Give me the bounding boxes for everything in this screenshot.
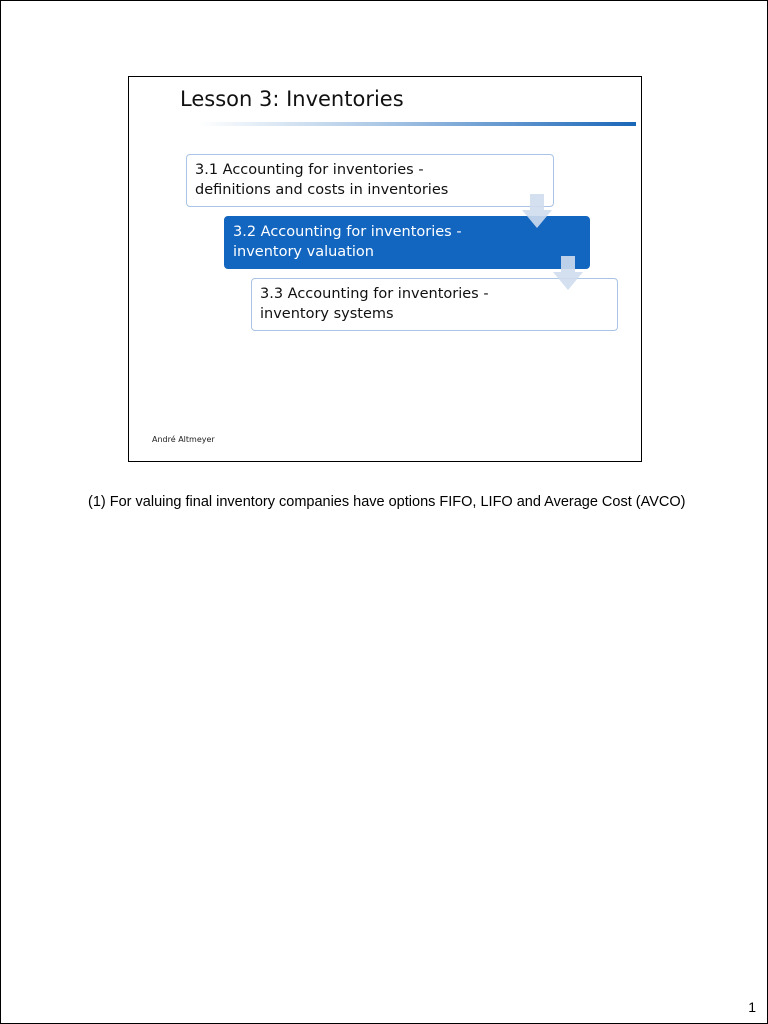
slide-notes: (1) For valuing final inventory companies have options FIFO, LIFO and Average Cost (AVCO) [88,494,686,510]
topic-box-3-1 [186,154,554,207]
slide-author: André Altmeyer [152,435,215,444]
slide-thumbnail [128,76,642,462]
topic-box-3-2-line2: inventory valuation [233,244,374,260]
topic-box-3-1-line2: definitions and costs in inventories [195,182,449,198]
topic-box-3-3-line1: 3.3 Accounting for inventories - [260,286,489,302]
page-number: 1 [748,999,756,1015]
slide-title: Lesson 3: Inventories [180,87,404,111]
topic-box-3-3-line2: inventory systems [260,306,394,322]
topic-box-3-2-line1: 3.2 Accounting for inventories - [233,224,462,240]
title-underline [199,122,636,126]
topic-box-3-1-line1: 3.1 Accounting for inventories - [195,162,424,178]
